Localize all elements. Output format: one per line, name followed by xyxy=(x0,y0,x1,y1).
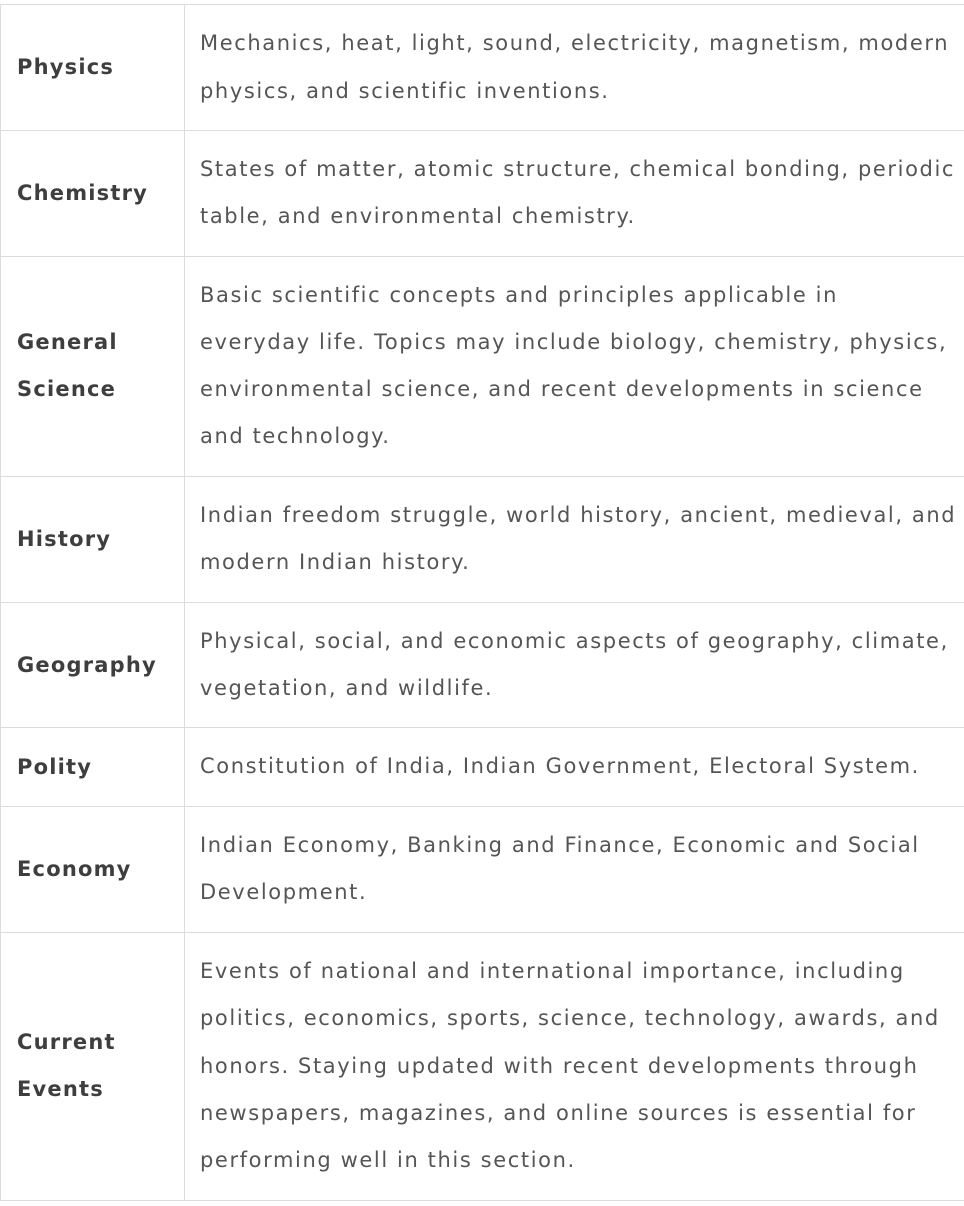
topics-cell: Indian freedom struggle, world history, ancient, medieval, and modern Indian history. xyxy=(185,476,964,602)
topics-cell: Indian Economy, Banking and Finance, Economic and Social Development. xyxy=(185,806,964,932)
table-row xyxy=(1,932,964,1200)
table-row xyxy=(1,602,964,728)
syllabus-table xyxy=(0,4,964,1201)
syllabus-table-container xyxy=(0,4,964,1201)
topics-cell: Basic scientific concepts and principles applicable in everyday life. Topics may include biology, chemistry, physics, environmental science, and recent developments in science and technology. xyxy=(185,256,964,476)
subject-cell: Physics xyxy=(1,5,185,131)
subject-cell: Current Events xyxy=(1,932,185,1200)
subject-cell: History xyxy=(1,476,185,602)
topics-cell: Constitution of India, Indian Government, Electoral System. xyxy=(185,728,964,806)
table-row xyxy=(1,728,964,806)
topics-cell: Events of national and international importance, including politics, economics, sports, science, technology, awards, and honors. Staying updated with recent developments through newspapers, magazines, and online sources is essential for performing well in this section. xyxy=(185,932,964,1200)
subject-cell: General Science xyxy=(1,256,185,476)
topics-cell: Mechanics, heat, light, sound, electricity, magnetism, modern physics, and scientific inventions. xyxy=(185,5,964,131)
table-row xyxy=(1,5,964,131)
subject-cell: Chemistry xyxy=(1,131,185,257)
subject-cell: Economy xyxy=(1,806,185,932)
topics-cell: States of matter, atomic structure, chemical bonding, periodic table, and environmental chemistry. xyxy=(185,131,964,257)
table-row xyxy=(1,476,964,602)
topics-cell: Physical, social, and economic aspects of geography, climate, vegetation, and wildlife. xyxy=(185,602,964,728)
table-row xyxy=(1,131,964,257)
subject-cell: Geography xyxy=(1,602,185,728)
subject-cell: Polity xyxy=(1,728,185,806)
table-row xyxy=(1,806,964,932)
table-row xyxy=(1,256,964,476)
